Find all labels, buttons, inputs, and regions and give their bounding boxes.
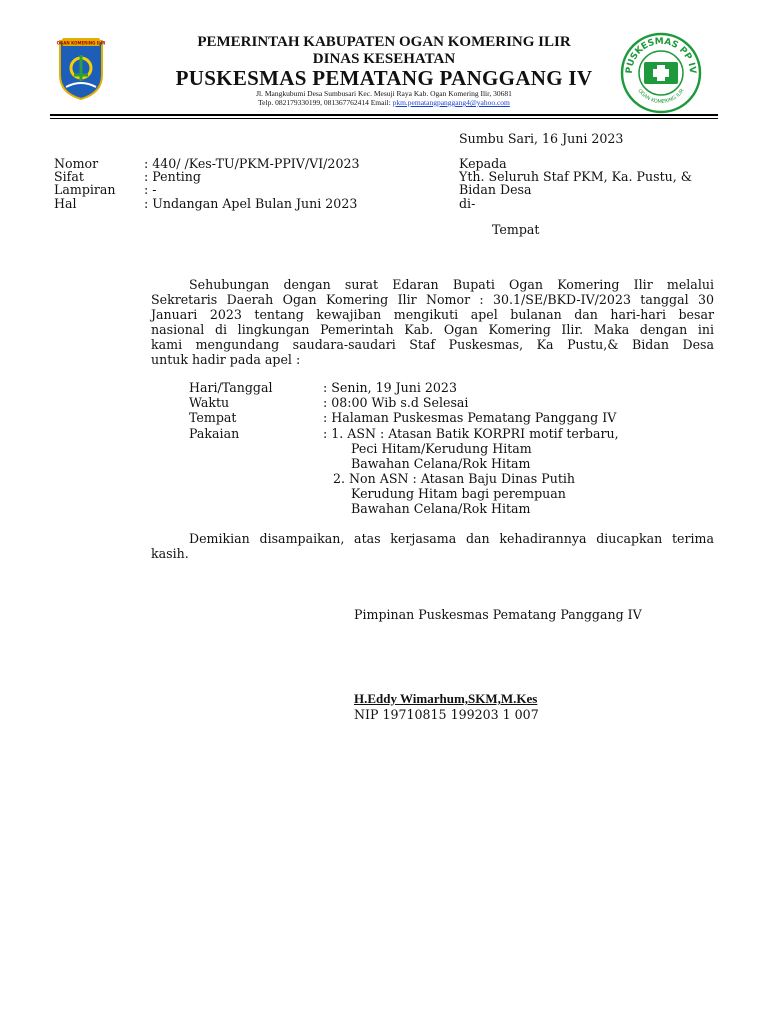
meta-label-nomor: Nomor	[54, 156, 99, 171]
paragraph-line: untuk hadir pada apel :	[151, 352, 301, 367]
recipient-kepada: Kepada	[459, 156, 507, 171]
phone-text: Telp. 082179330199, 081367762414 Email:	[258, 98, 393, 107]
logo-right-top-text: PUSKESMAS PP IV	[624, 36, 698, 74]
detail-value-tempat: : Halaman Puskesmas Pematang Panggang IV	[323, 410, 617, 425]
pakaian-line: 2. Non ASN : Atasan Baju Dinas Putih	[333, 471, 576, 486]
meta-label-sifat: Sifat	[54, 169, 84, 184]
address-line: Jl. Mangkubumi Desa Sumbusari Kec. Mesuji Raya Kab. Ogan Komering Ilir, 30681	[256, 89, 512, 98]
meta-value-sifat: : Penting	[144, 169, 201, 184]
logo-left-text: OGAN KOMERING ILIR	[56, 40, 106, 46]
institution-title: PUSKESMAS PEMATANG PANGGANG IV	[175, 66, 593, 90]
detail-label-waktu: Waktu	[189, 395, 230, 410]
signature-title: Pimpinan Puskesmas Pematang Panggang IV	[354, 607, 642, 622]
signatory-name: H.Eddy Wimarhum,SKM,M.Kes	[354, 691, 538, 706]
detail-label-tempat: Tempat	[189, 410, 237, 425]
pakaian-line: Kerudung Hitam bagi perempuan	[351, 486, 566, 501]
paragraph-line: Sekretaris Daerah Ogan Komering Ilir Nomor : 30.1/SE/BKD-IV/2023 tanggal 30	[151, 292, 714, 307]
header-rule-thin	[50, 118, 718, 119]
meta-label-lampiran: Lampiran	[54, 182, 116, 197]
detail-label-hari: Hari/Tanggal	[189, 380, 273, 395]
gov-title: PEMERINTAH KABUPATEN OGAN KOMERING ILIR	[197, 34, 571, 50]
logo-right-bottom-text: OGAN KOMERING ILIR	[636, 87, 686, 106]
closing-line: Demikian disampaikan, atas kerjasama dan kehadirannya diucapkan terima	[189, 531, 714, 546]
paragraph-line: Sehubungan dengan surat Edaran Bupati Ogan Komering Ilir melalui	[189, 277, 714, 292]
header-rule-thick	[50, 114, 718, 116]
recipient-di: di-	[459, 196, 476, 211]
meta-value-lampiran: : -	[144, 182, 157, 197]
contact-line	[0, 98, 768, 107]
closing-line: kasih.	[151, 546, 189, 561]
pakaian-line: Peci Hitam/Kerudung Hitam	[351, 441, 532, 456]
body-paragraph	[151, 277, 714, 367]
detail-value-hari: : Senin, 19 Juni 2023	[323, 380, 457, 395]
meta-value-nomor: : 440/ /Kes-TU/PKM-PPIV/VI/2023	[144, 156, 360, 171]
paragraph-line: Januari 2023 tentang kewajiban mengikuti apel bulanan dan hari-hari besar	[151, 307, 714, 322]
paragraph-line: kami mengundang saudara-saudari Staf Puskesmas, Ka Pustu,& Bidan Desa	[151, 337, 714, 352]
email-link[interactable]: pkm.pematangpanggang4@yahoo.com	[392, 98, 510, 107]
detail-label-pakaian: Pakaian	[189, 426, 240, 441]
detail-value-waktu: : 08:00 Wib s.d Selesai	[323, 395, 469, 410]
detail-value-pakaian: : 1. ASN : Atasan Batik KORPRI motif terbaru,	[323, 426, 619, 441]
closing-paragraph	[151, 531, 714, 561]
meta-value-hal: : Undangan Apel Bulan Juni 2023	[144, 196, 358, 211]
department-title: DINAS KESEHATAN	[312, 51, 456, 67]
pakaian-line: Bawahan Celana/Rok Hitam	[351, 501, 531, 516]
date-place: Sumbu Sari, 16 Juni 2023	[459, 131, 624, 146]
paragraph-line: nasional di lingkungan Pemerintah Kab. Ogan Komering Ilir. Maka dengan ini	[151, 322, 714, 337]
pakaian-line: Bawahan Celana/Rok Hitam	[351, 456, 531, 471]
recipient-line1: Yth. Seluruh Staf PKM, Ka. Pustu, &	[459, 169, 692, 184]
meta-label-hal: Hal	[54, 196, 77, 211]
signatory-nip: NIP 19710815 199203 1 007	[354, 707, 539, 722]
recipient-line2: Bidan Desa	[459, 182, 532, 197]
recipient-tempat: Tempat	[492, 222, 540, 237]
